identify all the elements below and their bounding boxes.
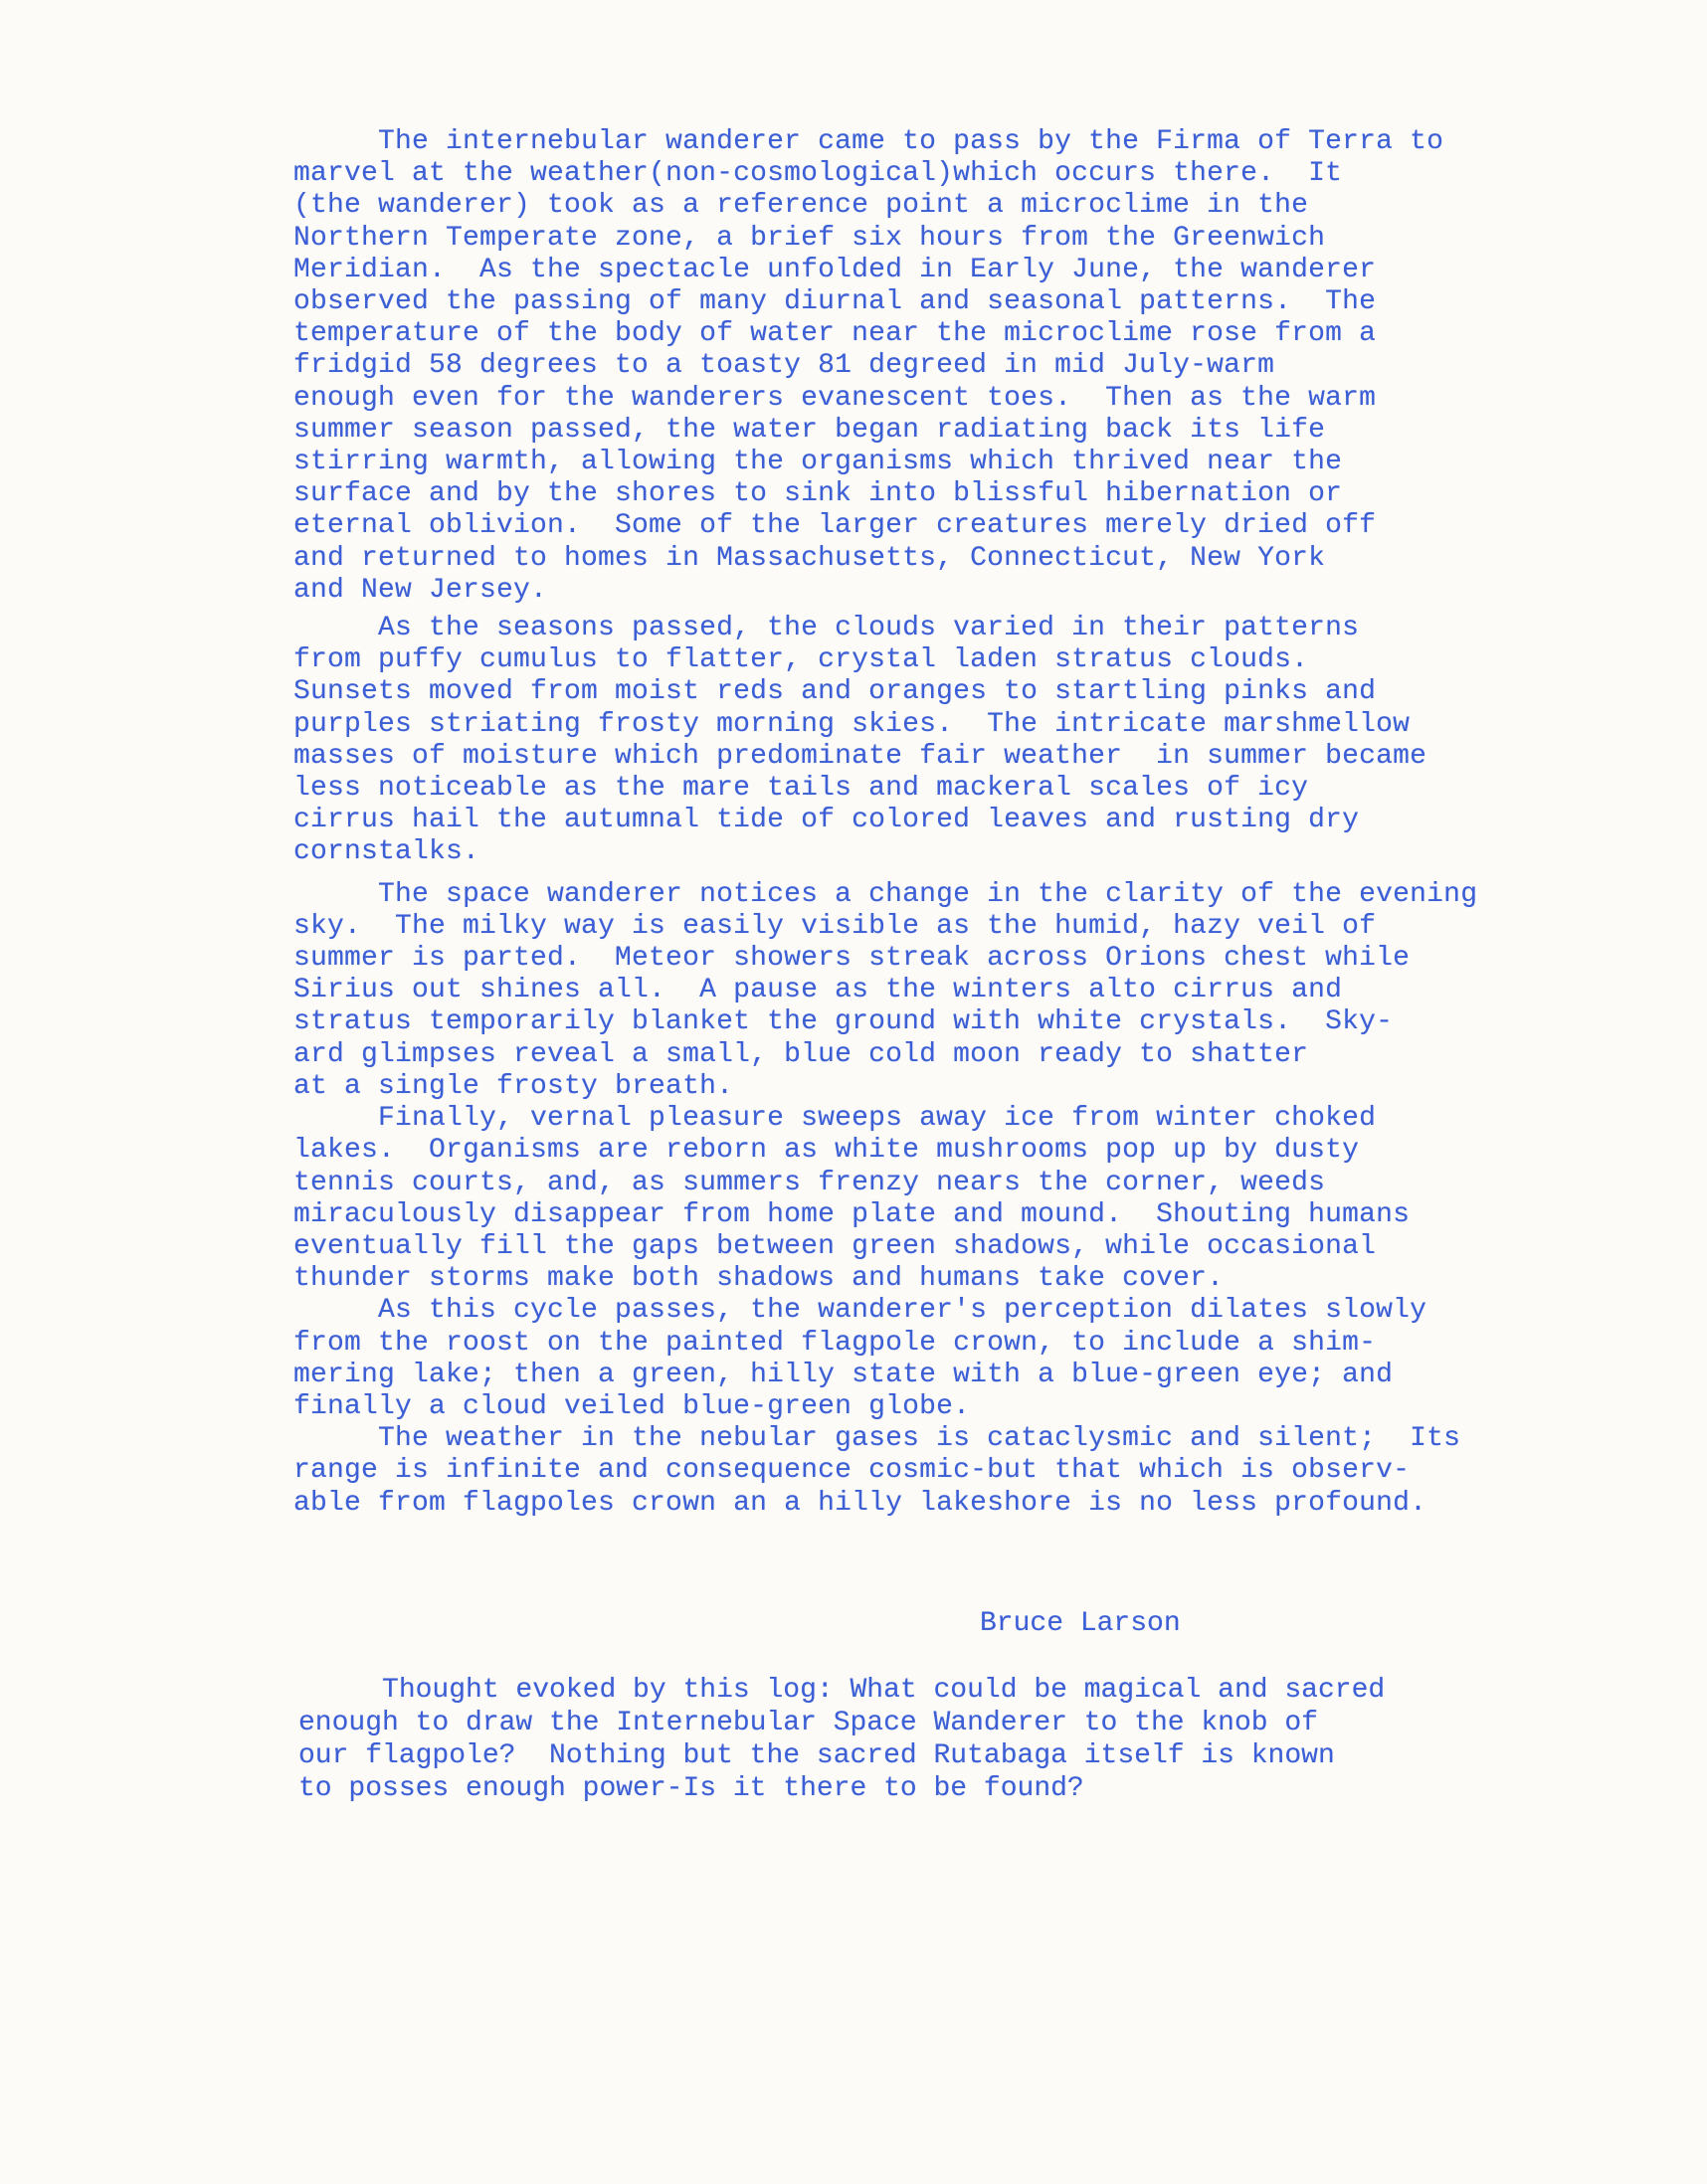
text-line: marvel at the weather(non-cosmological)which occurs there. It: [293, 158, 1343, 190]
text-line: from puffy cumulus to flatter, crystal laden stratus clouds.: [293, 644, 1309, 676]
text-line: stratus temporarily blanket the ground with white crystals. Sky-: [293, 1006, 1394, 1038]
text-line: less noticeable as the mare tails and mackeral scales of icy: [293, 773, 1309, 805]
body-text: [293, 126, 1478, 1520]
text-line: eventually fill the gaps between green shadows, while occasional: [293, 1230, 1377, 1262]
text-line: tennis courts, and, as summers frenzy nears the corner, weeds: [293, 1167, 1326, 1198]
text-line: summer season passed, the water began radiating back its life: [293, 414, 1326, 446]
text-line: and returned to homes in Massachusetts, Connecticut, New York: [293, 542, 1326, 574]
text-line: lakes. Organisms are reborn as white mushrooms pop up by dusty: [293, 1135, 1360, 1167]
text-line: (the wanderer) took as a reference point a microclime in the: [293, 190, 1309, 222]
text-line: cornstalks.: [293, 836, 480, 868]
text-line: our flagpole? Nothing but the sacred Rutabaga itself is known: [298, 1740, 1335, 1771]
text-line: mering lake; then a green, hilly state with a blue-green eye; and: [293, 1359, 1394, 1390]
text-line: cirrus hail the autumnal tide of colored leaves and rusting dry: [293, 805, 1360, 836]
text-line: summer is parted. Meteor showers streak across Orions chest while: [293, 943, 1411, 975]
text-line: Sirius out shines all. A pause as the winters alto cirrus and: [293, 975, 1343, 1006]
text-line: enough to draw the Internebular Space Wanderer to the knob of: [298, 1708, 1318, 1738]
text-line: The space wanderer notices a change in the clarity of the evening: [293, 878, 1478, 910]
text-line: miraculously disappear from home plate and mound. Shouting humans: [293, 1198, 1411, 1230]
text-line: fridgid 58 degrees to a toasty 81 degreed in mid July-warm: [293, 350, 1275, 382]
text-line: range is infinite and consequence cosmic-but that which is observ-: [293, 1455, 1411, 1487]
text-line: to posses enough power-Is it there to be found?: [298, 1773, 1084, 1804]
text-line: ard glimpses reveal a small, blue cold moon ready to shatter: [293, 1038, 1309, 1070]
text-line: enough even for the wanderers evanescent toes. Then as the warm: [293, 382, 1377, 414]
text-line: masses of moisture which predominate fair weather in summer became: [293, 740, 1427, 772]
text-line: observed the passing of many diurnal and seasonal patterns. The: [293, 286, 1377, 318]
paragraph-4: [293, 1103, 1452, 1295]
text-line: sky. The milky way is easily visible as the humid, hazy veil of: [293, 910, 1377, 942]
text-line: The internebular wanderer came to pass by the Firma of Terra to: [293, 126, 1444, 157]
text-line: As this cycle passes, the wanderer's perception dilates slowly: [293, 1295, 1427, 1327]
text-line: eternal oblivion. Some of the larger creatures merely dried off: [293, 510, 1377, 542]
paragraph-2: [293, 613, 1452, 869]
paragraph-6: [293, 1423, 1461, 1520]
text-line: able from flagpoles crown an a hilly lakeshore is no less profound.: [293, 1487, 1427, 1519]
text-line: finally a cloud veiled blue-green globe.: [293, 1390, 971, 1422]
text-line: at a single frosty breath.: [293, 1070, 734, 1102]
text-line: Meridian. As the spectacle unfolded in Early June, the wanderer: [293, 254, 1377, 285]
text-line: stirring warmth, allowing the organisms which thrived near the: [293, 447, 1343, 478]
paragraph-3: [293, 878, 1478, 1103]
text-line: from the roost on the painted flagpole crown, to include a shim-: [293, 1327, 1377, 1359]
text-line: purples striating frosty morning skies. The intricate marshmellow: [293, 708, 1411, 740]
text-line: Finally, vernal pleasure sweeps away ice from winter choked: [293, 1103, 1377, 1135]
text-line: surface and by the shores to sink into blissful hibernation or: [293, 478, 1343, 510]
closing-note: [298, 1674, 1457, 1805]
text-line: As the seasons passed, the clouds varied in their patterns: [293, 613, 1360, 644]
text-line: Thought evoked by this log: What could be magical and sacred: [298, 1675, 1386, 1706]
text-line: Sunsets moved from moist reds and oranges to startling pinks and: [293, 676, 1377, 708]
text-line: The weather in the nebular gases is cataclysmic and silent; Its: [293, 1423, 1461, 1455]
paragraph-5: [293, 1295, 1452, 1423]
text-line: Northern Temperate zone, a brief six hours from the Greenwich: [293, 222, 1326, 254]
text-line: thunder storms make both shadows and humans take cover.: [293, 1263, 1225, 1295]
author-signature: Bruce Larson: [980, 1608, 1181, 1639]
text-line: and New Jersey.: [293, 574, 548, 606]
paragraph-1: [293, 126, 1452, 607]
text-line: temperature of the body of water near the microclime rose from a: [293, 318, 1377, 350]
